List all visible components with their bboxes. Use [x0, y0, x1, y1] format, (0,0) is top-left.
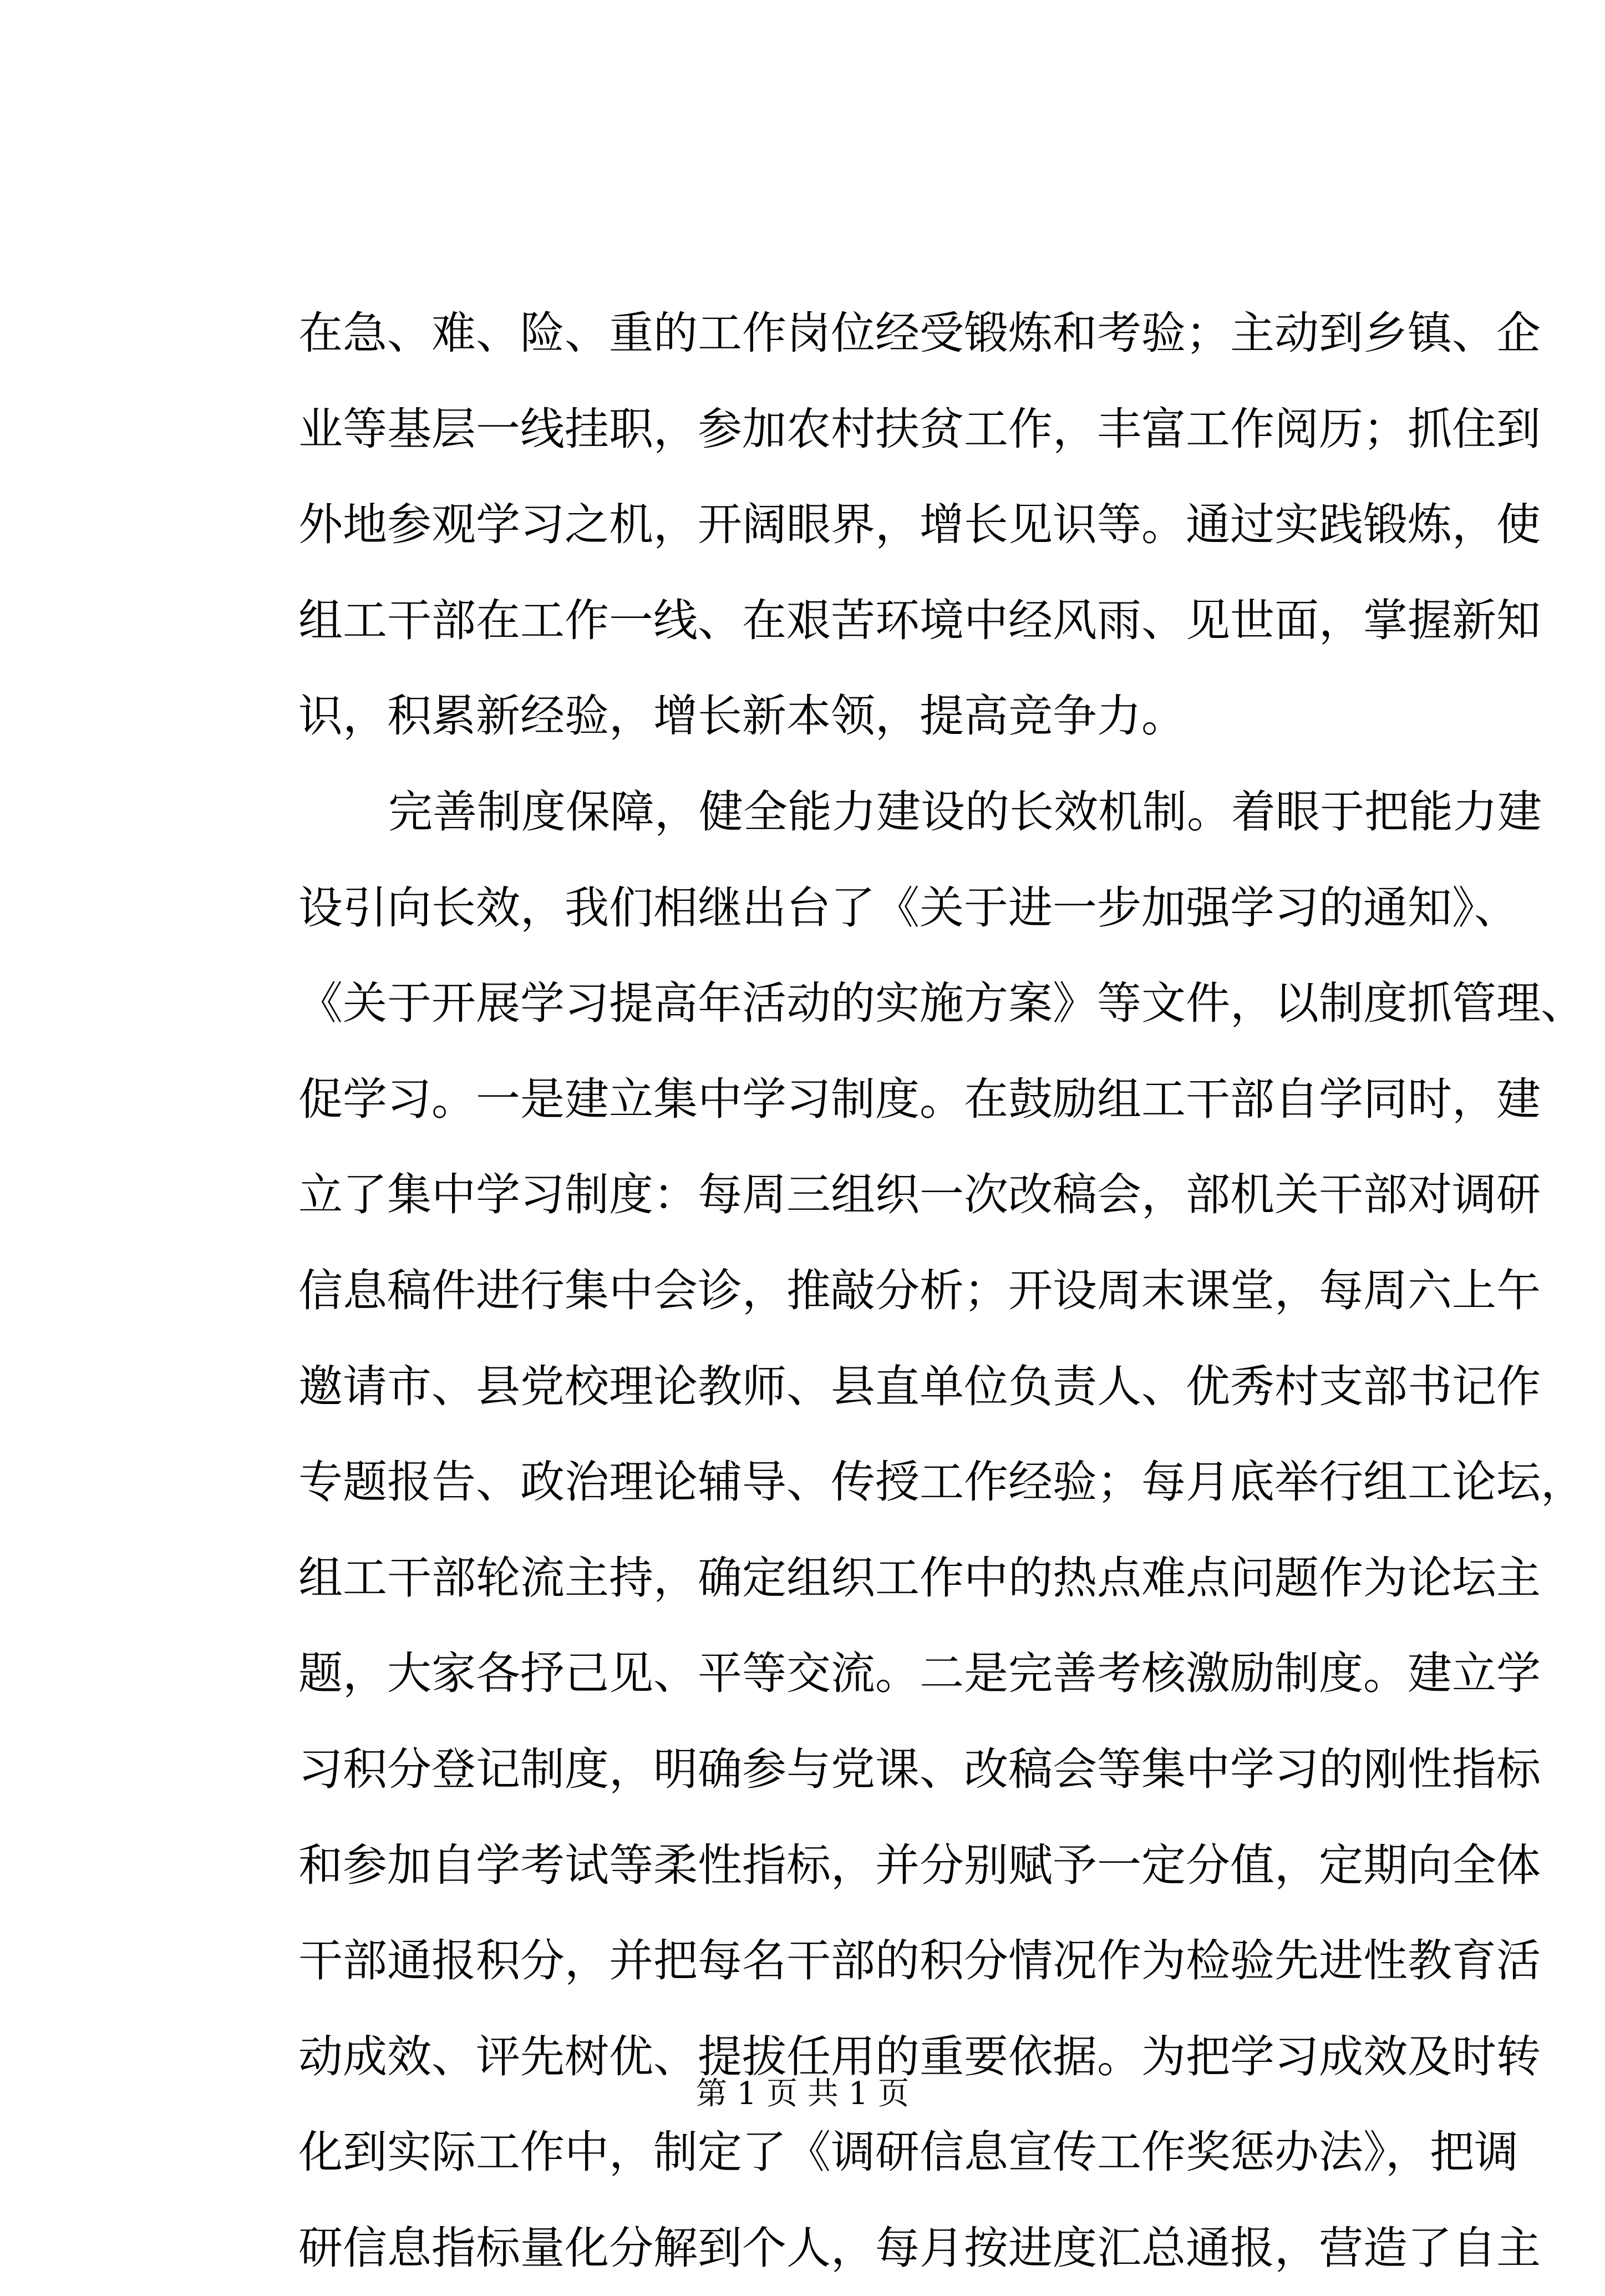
text-line: 和参加自学考试等柔性指标，并分别赋予一定分值，定期向全体 — [298, 1839, 1541, 1891]
text-line: 干部通报积分，并把每名干部的积分情况作为检验先进性教育活 — [298, 1935, 1541, 1987]
text-line: 研信息指标量化分解到个人，每月按进度汇总通报，营造了自主 — [298, 2222, 1541, 2274]
text-line: 在急、难、险、重的工作岗位经受锻炼和考验；主动到乡镇、企 — [298, 307, 1541, 359]
text-line: 题，大家各抒己见、平等交流。二是完善考核激励制度。建立学 — [298, 1648, 1541, 1700]
text-line: 动成效、评先树优、提拔任用的重要依据。为把学习成效及时转 — [298, 2030, 1541, 2082]
text-line: 外地参观学习之机，开阔眼界，增长见识等。通过实践锻炼，使 — [298, 499, 1541, 551]
text-line: 信息稿件进行集中会诊，推敲分析；开设周末课堂，每周六上午 — [298, 1264, 1541, 1316]
text-line: 业等基层一线挂职，参加农村扶贫工作，丰富工作阅历；抓住到 — [298, 403, 1541, 455]
text-line: 设引向长效，我们相继出台了《关于进一步加强学习的通知》、 — [298, 881, 1518, 934]
text-line: 专题报告、政治理论辅导、传授工作经验；每月底举行组工论坛， — [298, 1456, 1585, 1508]
paragraph-first-line: 完善制度保障，健全能力建设的长效机制。着眼于把能力建 — [388, 785, 1542, 838]
text-line: 邀请市、县党校理论教师、县直单位负责人、优秀村支部书记作 — [298, 1360, 1541, 1412]
text-line: 识，积累新经验，增长新本领，提高竞争力。 — [298, 690, 1186, 742]
text-line: 组工干部轮流主持，确定组织工作中的热点难点问题作为论坛主 — [298, 1552, 1541, 1604]
text-line: 组工干部在工作一线、在艰苦环境中经风雨、见世面，掌握新知 — [298, 594, 1541, 646]
text-line: 习积分登记制度，明确参与党课、改稿会等集中学习的刚性指标 — [298, 1743, 1541, 1795]
text-line: 化到实际工作中，制定了《调研信息宣传工作奖惩办法》，把调 — [298, 2126, 1518, 2178]
document-body — [298, 286, 1585, 2296]
text-line: 立了集中学习制度：每周三组织一次改稿会，部机关干部对调研 — [298, 1169, 1541, 1221]
text-line: 促学习。一是建立集中学习制度。在鼓励组工干部自学同时，建 — [298, 1073, 1541, 1125]
page-number-footer: 第 1 页 共 1 页 — [695, 2076, 910, 2112]
text-line: 《关于开展学习提高年活动的实施方案》等文件，以制度抓管理、 — [298, 977, 1585, 1030]
